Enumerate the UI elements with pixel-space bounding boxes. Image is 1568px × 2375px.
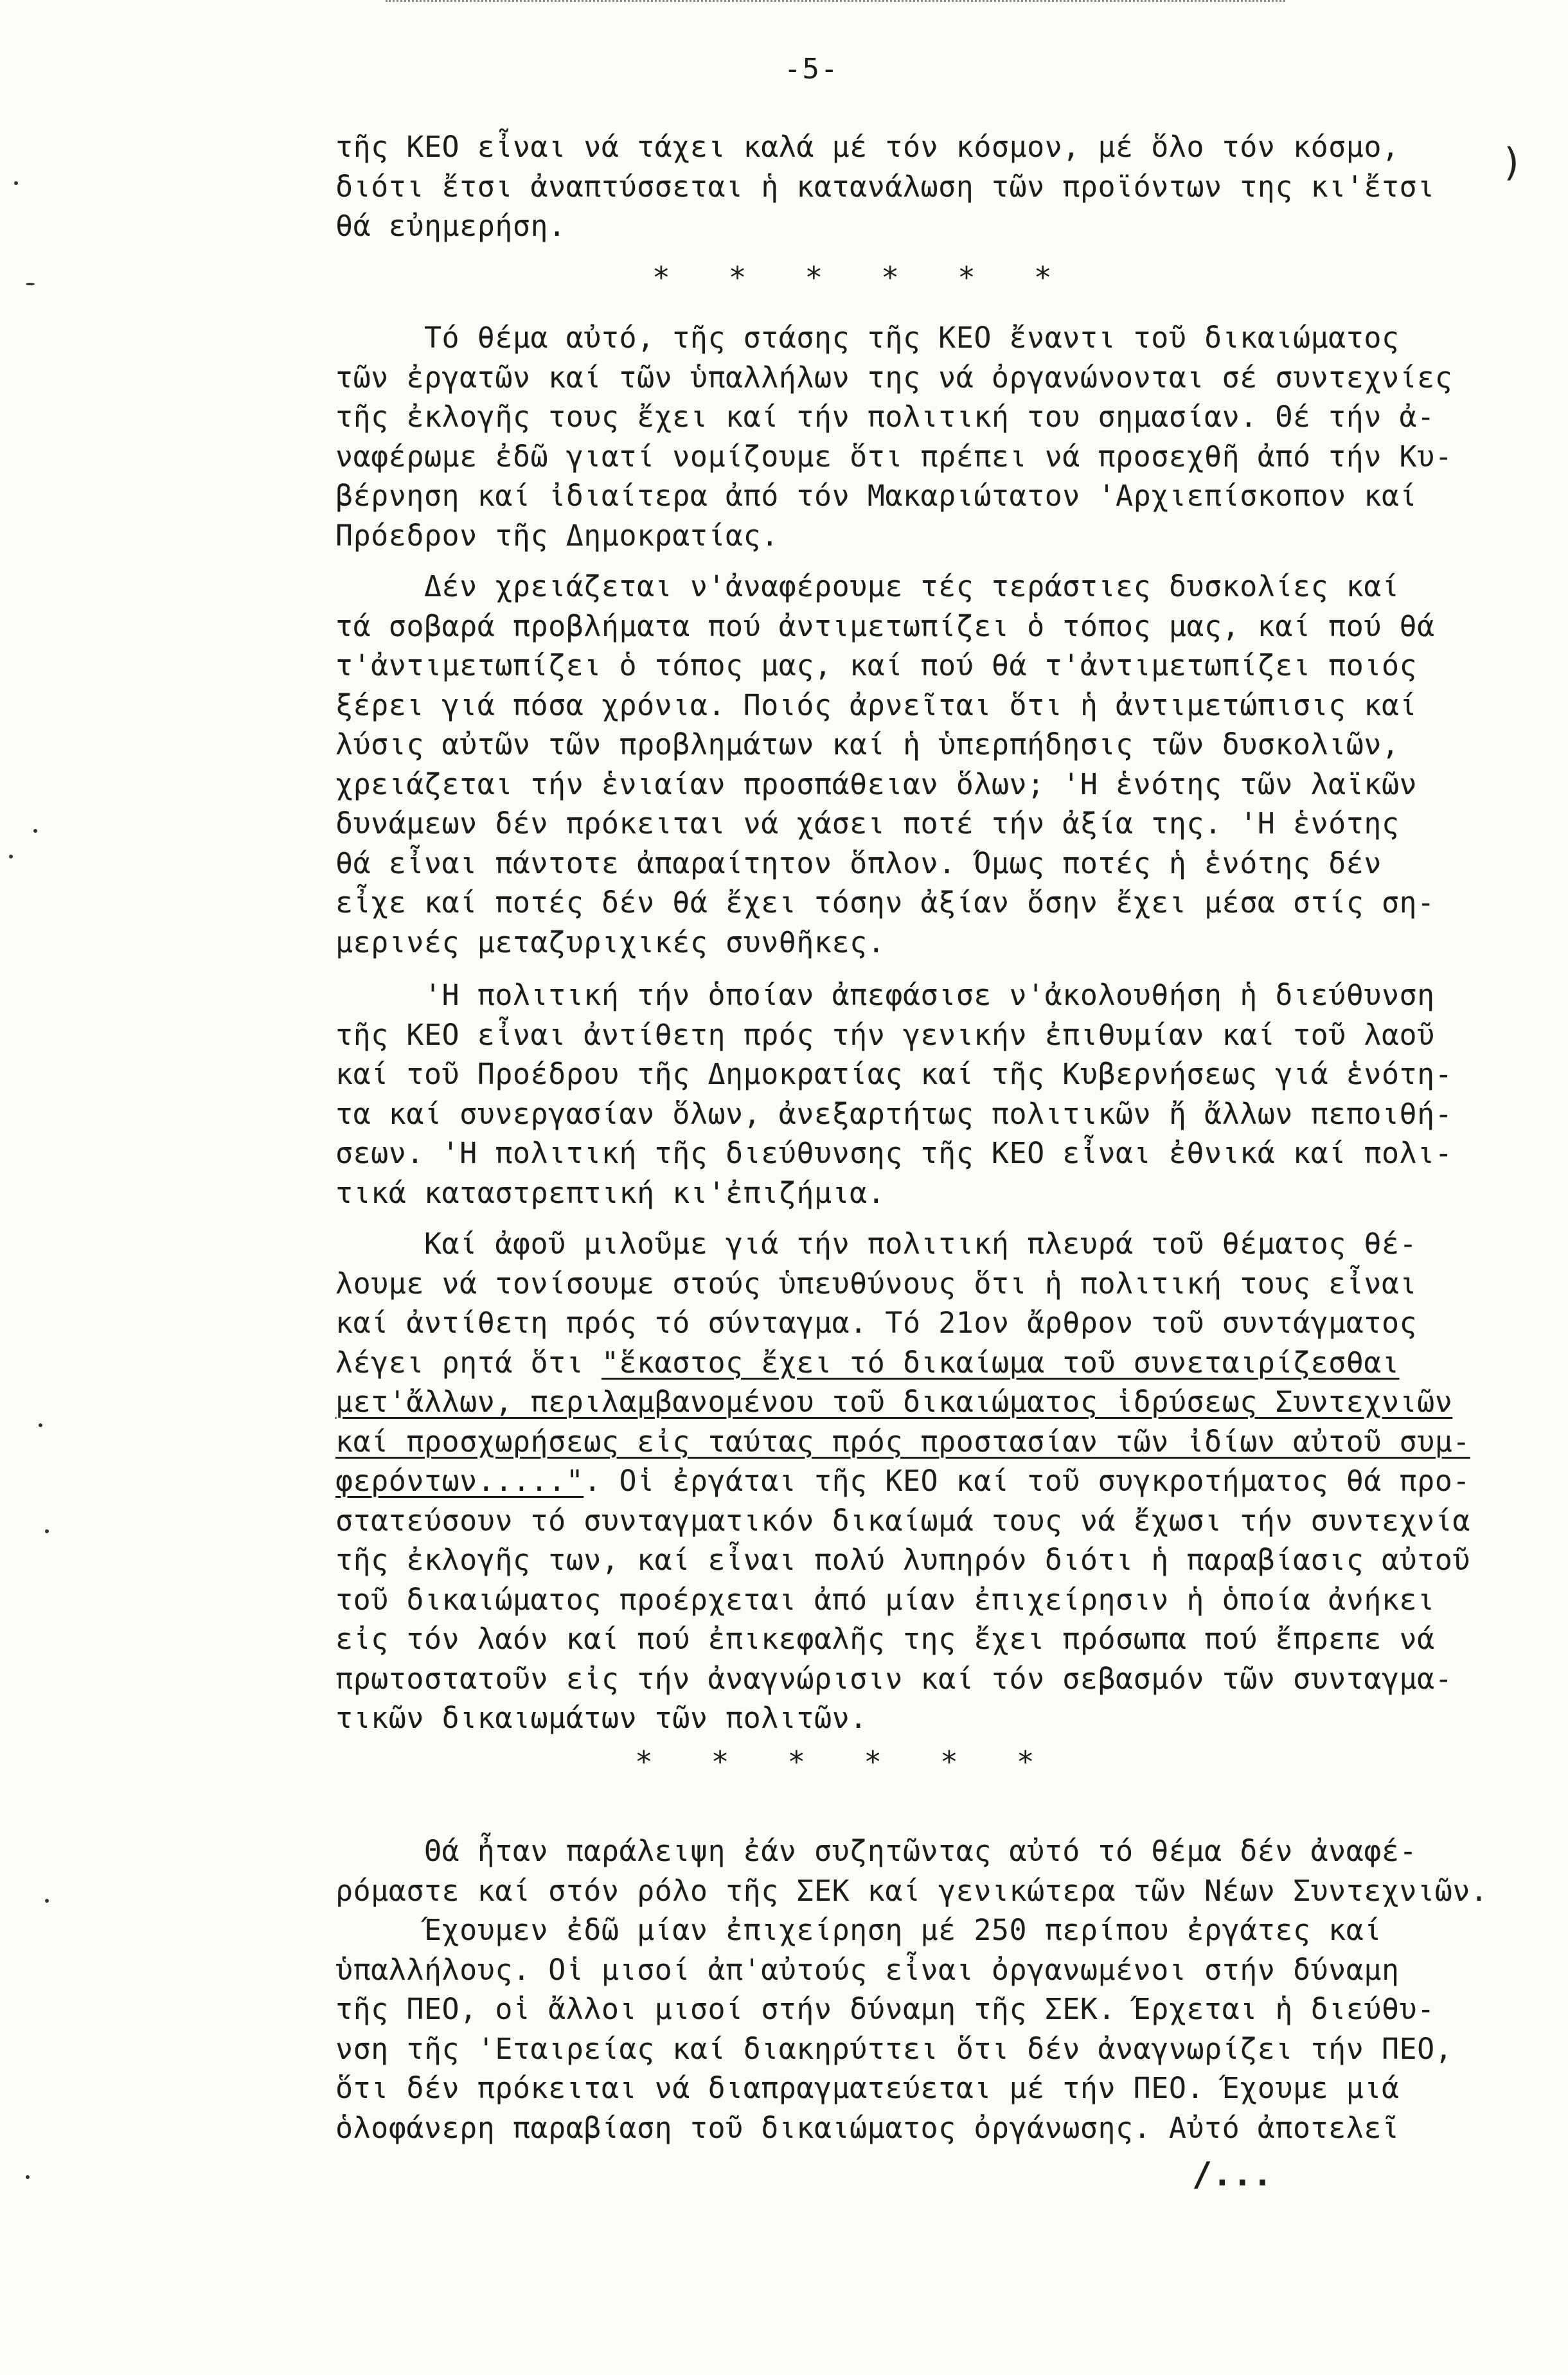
section-separator-2: * * * * * *: [635, 1745, 1036, 1779]
paragraph-5-intro: Καί ἀφοῦ μιλοῦμε γιά τήν πολιτική πλευρά τοῦ θέματος θέ- λουμε νά τονίσουμε στούς ὑπευθύνους ὅτι ἡ πολιτική τους εἶναι καί ἀντίθετη πρός τό σύνταγμα. Τό 21ον ἄρθρον τοῦ συντάγματος λέγει ρητά ὅτι: [335, 1227, 1418, 1380]
margin-speck: [45, 1899, 49, 1903]
paragraph-6: Θά ἦταν παράλειψη ἐάν συζητῶντας αὐτό τό θέμα δέν ἀναφέ- ρόμαστε καί στόν ρόλο τῆς ΣΕΚ καί γενικώτερα τῶν Νέων Συντεχνιῶν. Έχουμεν ἐδῶ μίαν ἐπιχείρηση μέ 250 περίπου ἐργάτες καί ὑπαλλήλους. Οἱ μισοί ἀπ'αὐτούς εἶναι ὀργανωμένοι στήν δύναμη τῆς ΠΕΟ, οἱ ἄλλοι μισοί στήν δύναμη τῆς ΣΕΚ. Έρχεται ἡ διεύθυ- νση τῆς 'Εταιρείας καί διακηρύττει ὅτι δέν ἀναγνωρίζει τήν ΠΕΟ, ὅτι δέν πρόκειται νά διαπραγματεύεται μέ τήν ΠΕΟ. Έχουμε μιά ὁλοφάνερη παραβίαση τοῦ δικαιώματος ὀργάνωσης. Αὐτό ἀποτελεῖ: [335, 1834, 1488, 2145]
paragraph-2: Τό θέμα αὐτό, τῆς στάσης τῆς ΚΕΟ ἔναντι τοῦ δικαιώματος τῶν ἐργατῶν καί τῶν ὑπαλλήλων της νά ὀργανώνονται σέ συντεχνίες τῆς ἐκλογῆς τους ἔχει καί τήν πολιτική του σημασίαν. Θέ τήν ἀ- ναφέρωμε ἐδῶ γιατί νομίζουμε ὅτι πρέπει νά προσεχθῆ ἀπό τήν Κυ- βέρνηση καί ἰδιαίτερα ἀπό τόν Μακαριώτατον 'Αρχιεπίσκοπον καί Πρόεδρον τῆς Δημοκρατίας.: [335, 321, 1453, 553]
margin-bracket: ): [1501, 140, 1524, 185]
margin-speck: [9, 855, 13, 858]
margin-speck: [39, 1423, 42, 1427]
paragraph-4: 'Η πολιτική τήν ὁποίαν ἀπεφάσισε ν'ἀκολουθήση ἡ διεύθυνση τῆς ΚΕΟ εἶναι ἀντίθετη πρός τήν γενικήν ἐπιθυμίαν καί τοῦ λαοῦ καί τοῦ Προέδρου τῆς Δημοκρατίας καί τῆς Κυβερνήσεως γιά ἑνότη- τα καί συνεργασίαν ὅλων, ἀνεξαρτήτως πολιτικῶν ἤ ἄλλων πεποιθή- σεων. 'Η πολιτική τῆς διεύθυνσης τῆς ΚΕΟ εἶναι ἐθνικά καί πολι- τικά καταστρεπτική κι'ἐπιζήμια.: [335, 978, 1453, 1210]
margin-speck: [33, 829, 37, 833]
margin-speck: [14, 181, 18, 185]
section-separator-1: * * * * * *: [652, 260, 1053, 295]
margin-speck: [26, 283, 35, 285]
paragraph-3: Δέν χρειάζεται ν'ἀναφέρουμε τές τεράστιες δυσκολίες καί τά σοβαρά προβλήματα πού ἀντιμετωπίζει ὁ τόπος μας, καί πού θά τ'ἀντιμετωπίζει ὁ τόπος μας, καί πού θά τ'ἀντιμετωπίζει ποιός ξέρει γιά πόσα χρόνια. Ποιός ἀρνεῖται ὅτι ἡ ἀντιμετώπισις καί λύσις αὐτῶν τῶν προβλημάτων καί ἡ ὑπερπήδησις τῶν δυσκολιῶν, χρειάζεται τήν ἑνιαίαν προσπάθειαν ὅλων; 'Η ἑνότης τῶν λαϊκῶν δυνάμεων δέν πρόκειται νά χάσει ποτέ τήν ἀξία της. 'Η ἑνότης θά εἶναι πάντοτε ἀπαραίτητον ὅπλον. Όμως ποτές ἡ ἑνότης δέν εἶχε καί ποτές δέν θά ἔχει τόσην ἀξίαν ὅσην ἔχει μέσα στίς ση- μερινές μεταζυριχικές συνθῆκες.: [335, 569, 1435, 959]
scan-artifact-top: [386, 0, 1285, 7]
continuation-mark: /...: [1192, 2155, 1273, 2194]
page-number: -5-: [784, 53, 839, 85]
paragraph-5-conclusion: . Οἱ ἐργάται τῆς ΚΕΟ καί τοῦ συγκροτήματος θά προ- στατεύσουν τό συνταγματικόν δικαίωμά τους νά ἔχωσι τήν συντεχνία τῆς ἐκλογῆς των, καί εἶναι πολύ λυπηρόν διότι ἡ παραβίασις αὐτοῦ τοῦ δικαιώματος προέρχεται ἀπό μίαν ἐπιχείρησιν ἡ ὁποία ἀνήκει εἰς τόν λαόν καί πού ἐπικεφαλῆς της ἔχει πρόσωπα πού ἔπρεπε νά πρωτοστατοῦν εἰς τήν ἀναγνώρισιν καί τόν σεβασμόν τῶν συνταγμα- τικῶν δικαιωμάτων τῶν πολιτῶν.: [335, 1464, 1470, 1735]
paragraph-1: τῆς ΚΕΟ εἶναι νά τάχει καλά μέ τόν κόσμον, μέ ὅλο τόν κόσμο, διότι ἔτσι ἀναπτύσσεται ἡ κατανάλωση τῶν προϊόντων της κι'ἔτσι θά εὐημερήση.: [335, 130, 1435, 243]
margin-speck: [26, 2175, 30, 2179]
margin-speck: [45, 1529, 49, 1533]
constitution-quote: "ἕκαστος ἔχει τό δικαίωμα τοῦ συνεταιρίζεσθαι μετ'ἄλλων, περιλαμβανομένου τοῦ δικαιώματος ἱδρύσεως Συντεχνιῶν καί προσχωρήσεως εἰς ταύτας πρός προστασίαν τῶν ἰδίων αὐτοῦ συμ- φερόντων.....": [335, 1345, 1470, 1498]
paragraph-5: [335, 1224, 1470, 1738]
